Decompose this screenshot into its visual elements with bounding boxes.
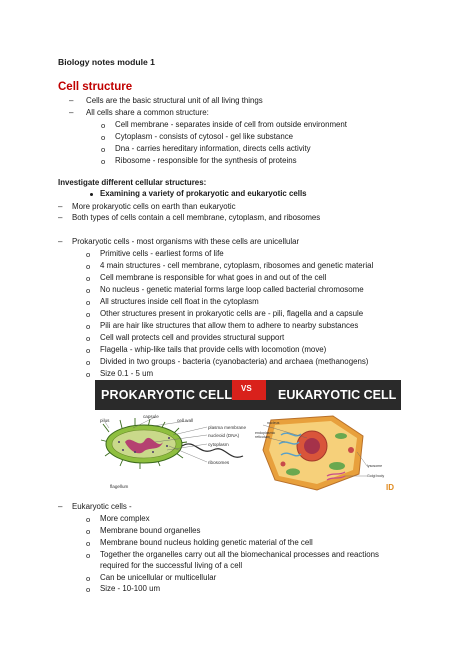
publisher-logo: ID [386, 483, 394, 492]
structure-item: Cell membrane - separates inside of cell from outside environment [115, 120, 348, 129]
cell-structure-line: Cells are the basic structural unit of all living things [86, 96, 263, 105]
label-endoplasmic-reticulum: endoplasmic reticulum [255, 431, 276, 439]
section-title: Cell structure [58, 81, 133, 93]
circle-bullet: o [101, 121, 106, 130]
prokaryotic-item: No nucleus - genetic material forms large loop called bacterial chromosome [100, 285, 364, 294]
circle-bullet: o [86, 527, 91, 536]
prokaryotic-intro: Prokaryotic cells - most organisms with these cells are unicellular [72, 237, 300, 246]
eukaryotic-item: Together the organelles carry out all the biomechanical processes and reactions [100, 550, 379, 559]
prokaryotic-item: 4 main structures - cell membrane, cytoplasm, ribosomes and genetic material [100, 261, 374, 270]
label-nucleus: nucleus [267, 421, 280, 425]
prokaryotic-item: Divided in two groups - bacteria (cyanobacteria) and archaea (methanogens) [100, 357, 369, 366]
label-plasma-membrane: plasma membrane [208, 425, 247, 430]
circle-bullet: o [86, 346, 91, 355]
circle-bullet: o [86, 298, 91, 307]
structure-item: Ribosome - responsible for the synthesis of proteins [115, 156, 297, 165]
circle-bullet: o [86, 585, 91, 594]
dash-bullet: – [69, 108, 74, 117]
investigate-line: Both types of cells contain a cell membrane, cytoplasm, and ribosomes [72, 213, 321, 222]
prokaryotic-item: All structures inside cell float in the cytoplasm [100, 297, 259, 306]
investigate-heading: Investigate different cellular structures: [58, 178, 207, 187]
circle-bullet: o [86, 574, 91, 583]
cell-structure-line: All cells share a common structure: [86, 108, 209, 117]
circle-bullet: o [86, 515, 91, 524]
circle-bullet: o [101, 157, 106, 166]
label-cell-wall: cell wall [177, 418, 194, 423]
cell-illustrations [95, 380, 401, 498]
structure-item: Dna - carries hereditary information, directs cells activity [115, 144, 311, 153]
investigate-line: More prokaryotic cells on earth than eukaryotic [72, 202, 236, 211]
circle-bullet: o [86, 262, 91, 271]
eukaryotic-item: More complex [100, 514, 150, 523]
circle-bullet: o [101, 145, 106, 154]
eukaryotic-intro: Eukaryotic cells - [72, 502, 132, 511]
circle-bullet: o [86, 370, 91, 379]
label-capsule: capsule [143, 414, 159, 419]
prokaryotic-item: Pili are hair like structures that allow them to adhere to nearby substances [100, 321, 359, 330]
filled-bullet [90, 193, 93, 196]
circle-bullet: o [86, 250, 91, 259]
cell-comparison-figure [95, 380, 401, 498]
label-cytoplasm: cytoplasm [208, 442, 229, 447]
prokaryotic-item: Cell membrane is responsible for what goes in and out of the cell [100, 273, 327, 282]
prokaryotic-item: Primitive cells - earliest forms of life [100, 249, 224, 258]
circle-bullet: o [86, 322, 91, 331]
dash-bullet: – [69, 96, 74, 105]
eukaryotic-item-continuation: required for the successful living of a cell [100, 561, 243, 570]
eukaryotic-item: Membrane bound organelles [100, 526, 201, 535]
prokaryotic-item: Flagella - whip-like tails that provide cells with locomotion (move) [100, 345, 327, 354]
circle-bullet: o [86, 539, 91, 548]
vs-label: VS [241, 384, 252, 393]
circle-bullet: o [86, 286, 91, 295]
prokaryotic-item: Size 0.1 - 5 um [100, 369, 154, 378]
structure-item: Cytoplasm - consists of cytosol - gel like substance [115, 132, 294, 141]
investigate-bullet: Examining a variety of prokaryotic and eukaryotic cells [100, 189, 307, 198]
document-title: Biology notes module 1 [58, 57, 155, 67]
label-nucleoid: nucleoid (DNA) [208, 433, 240, 438]
dash-bullet: – [58, 202, 63, 211]
label-flagellum: flagellum [110, 484, 129, 489]
eukaryotic-cell-illustration [263, 416, 367, 490]
dash-bullet: – [58, 237, 63, 246]
label-golgi-body: Golgi body [367, 474, 385, 478]
prokaryotic-item: Cell wall protects cell and provides structural support [100, 333, 285, 342]
eukaryotic-item: Membrane bound nucleus holding genetic material of the cell [100, 538, 313, 547]
circle-bullet: o [86, 310, 91, 319]
eukaryotic-title: EUKARYOTIC CELL [278, 388, 397, 402]
eukaryotic-item: Size - 10-100 um [100, 584, 161, 593]
prokaryotic-title: PROKARYOTIC CELL [101, 388, 233, 402]
label-pilus: pilus [100, 418, 110, 423]
circle-bullet: o [86, 358, 91, 367]
label-ribosomes: ribosomes [208, 460, 230, 465]
circle-bullet: o [86, 334, 91, 343]
circle-bullet: o [101, 133, 106, 142]
dash-bullet: – [58, 213, 63, 222]
prokaryotic-item: Other structures present in prokaryotic cells are - pili, flagella and a capsule [100, 309, 364, 318]
eukaryotic-item: Can be unicellular or multicellular [100, 573, 217, 582]
dash-bullet: – [58, 502, 63, 511]
circle-bullet: o [86, 551, 91, 560]
circle-bullet: o [86, 274, 91, 283]
label-lysosome: lysosome [367, 464, 383, 468]
